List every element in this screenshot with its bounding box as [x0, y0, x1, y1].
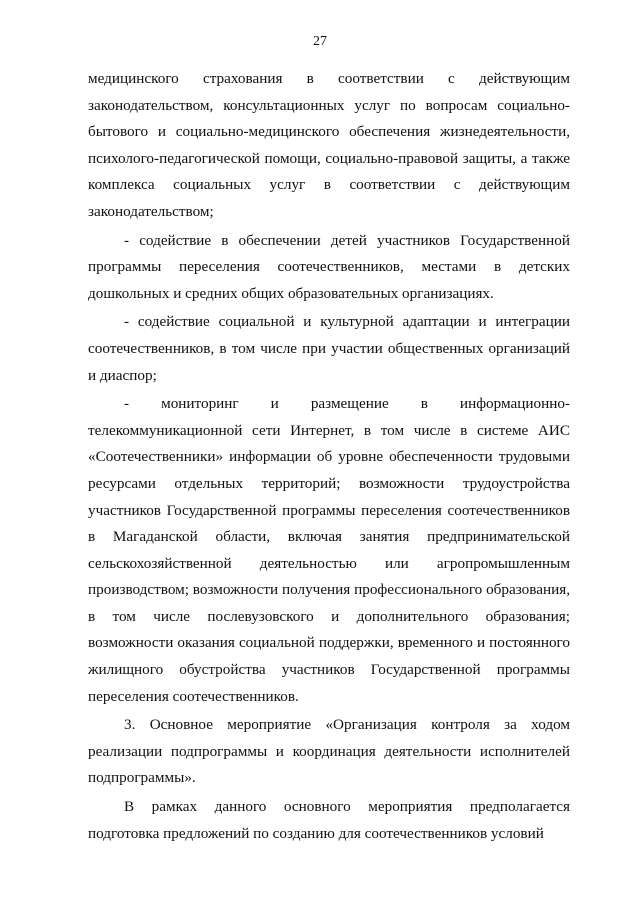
page-number: 27: [313, 34, 327, 49]
paragraph-main-activity-3: 3. Основное мероприятие «Организация контроля за ходом реализации подпрограммы и координация деятельности исполнителей подпрограммы».: [88, 716, 570, 787]
document-body: [88, 66, 570, 847]
paragraph-medical-insurance: медицинского страхования в соответствии с действующим законодательством, консультационных услуг по вопросам социально-бытового и социально-медицинского обеспечения жизнедеятельности, психолого-педагогической помощи, социально-правовой защиты, а также комплекса социальных услуг в соответствии с действующим законодательством;: [88, 70, 570, 220]
paragraph-monitoring: - мониторинг и размещение в информационно-телекоммуникационной сети Интернет, в том числе в системе АИС «Соотечественники» информации об уровне обеспеченности трудовыми ресурсами отдельных территорий; возможности трудоустройства участников Государственной программы переселения соотечественников в Магаданской области, включая занятия предпринимательской сельскохозяйственной деятельностью или агропромышленным производством; возможности получения профессионального образования, в том числе послевузовского и дополнительного образования; возможности оказания социальной поддержки, временного и постоянного жилищного обустройства участников Государственной программы переселения соотечественников.: [88, 395, 570, 705]
paragraph-social-adaptation: - содействие социальной и культурной адаптации и интеграции соотечественников, в том числе при участии общественных организаций и диаспор;: [88, 313, 570, 384]
paragraph-activity-framework: В рамках данного основного мероприятия предполагается подготовка предложений по созданию для соотечественников условий: [88, 798, 570, 842]
paragraph-children-education: - содействие в обеспечении детей участников Государственной программы переселения соотечественников, местами в детских дошкольных и средних общих образовательных организациях.: [88, 231, 570, 302]
